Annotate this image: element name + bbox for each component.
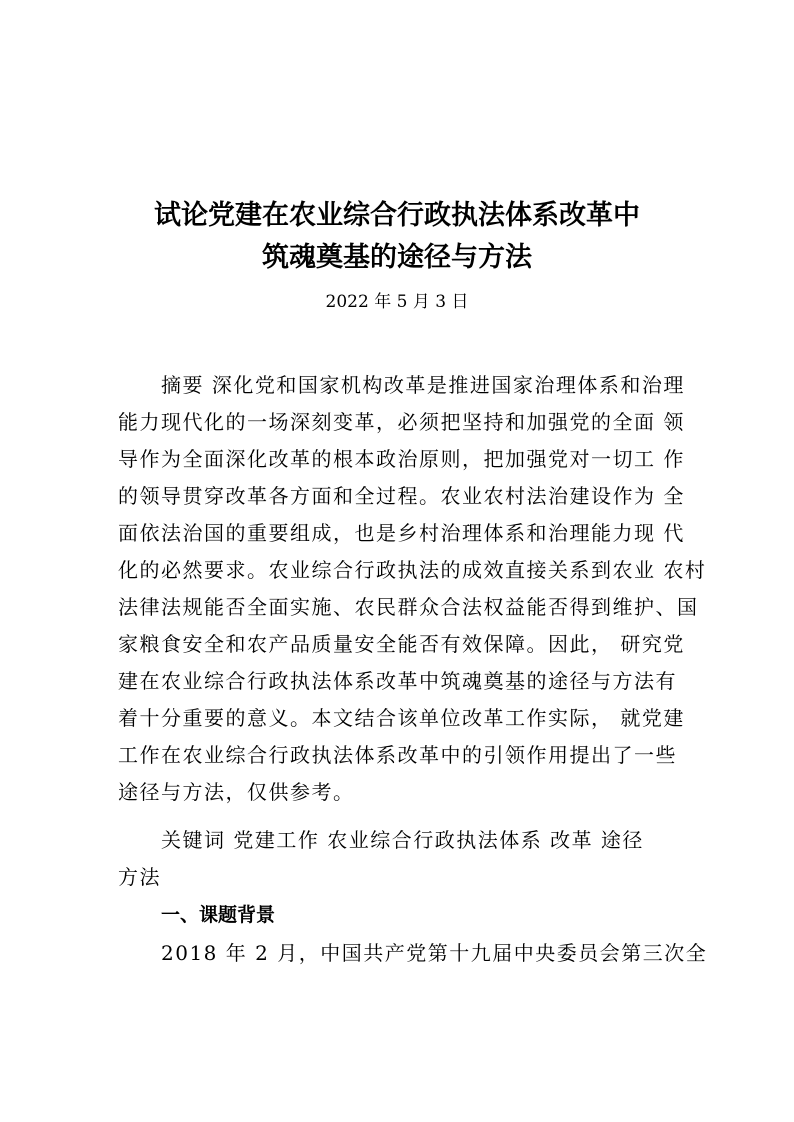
document-title-line-2: 筑魂奠基的途径与方法 (262, 242, 532, 273)
abstract-line: 工作在农业综合行政执法体系改革中的引领作用提出了一些 (118, 743, 677, 767)
abstract-line: 导作为全面深化改革的根本政治原则，把加强党对一切工 作 (118, 447, 685, 471)
section-heading: 一、课题背景 (161, 904, 276, 926)
abstract-line: 面依法治国的重要组成，也是乡村治理体系和治理能力现 代 (118, 521, 685, 545)
abstract-line: 家粮食安全和农产品质量安全能否有效保障。因此， 研究党 (118, 632, 685, 656)
abstract-line: 着十分重要的意义。本文结合该单位改革工作实际， 就党建 (118, 706, 685, 730)
keywords-line: 方法 (118, 865, 161, 889)
abstract-line: 法律法规能否全面实施、农民群众合法权益能否得到维护、国 (118, 595, 699, 619)
abstract-line: 能力现代化的一场深刻变革，必须把坚持和加强党的全面 领 (118, 410, 685, 434)
abstract-line: 化的必然要求。农业综合行政执法的成效直接关系到农业 农村 (118, 558, 707, 582)
keywords-line: 关键词 党建工作 农业综合行政执法体系 改革 途径 (161, 828, 644, 852)
abstract-line: 摘要 深化党和国家机构改革是推进国家治理体系和治理 (161, 373, 685, 397)
document-title-line-1: 试论党建在农业综合行政执法体系改革中 (154, 200, 640, 231)
document-date: 2022 年 5 月 3 日 (325, 292, 469, 312)
abstract-line: 建在农业综合行政执法体系改革中筑魂奠基的途径与方法有 (118, 669, 677, 693)
abstract-line: 的领导贯穿改革各方面和全过程。农业农村法治建设作为 全 (118, 484, 685, 508)
body-paragraph-line: 2018 年 2 月，中国共产党第十九届中央委员会第三次全 (161, 941, 708, 965)
abstract-line: 途径与方法，仅供参考。 (118, 780, 355, 804)
